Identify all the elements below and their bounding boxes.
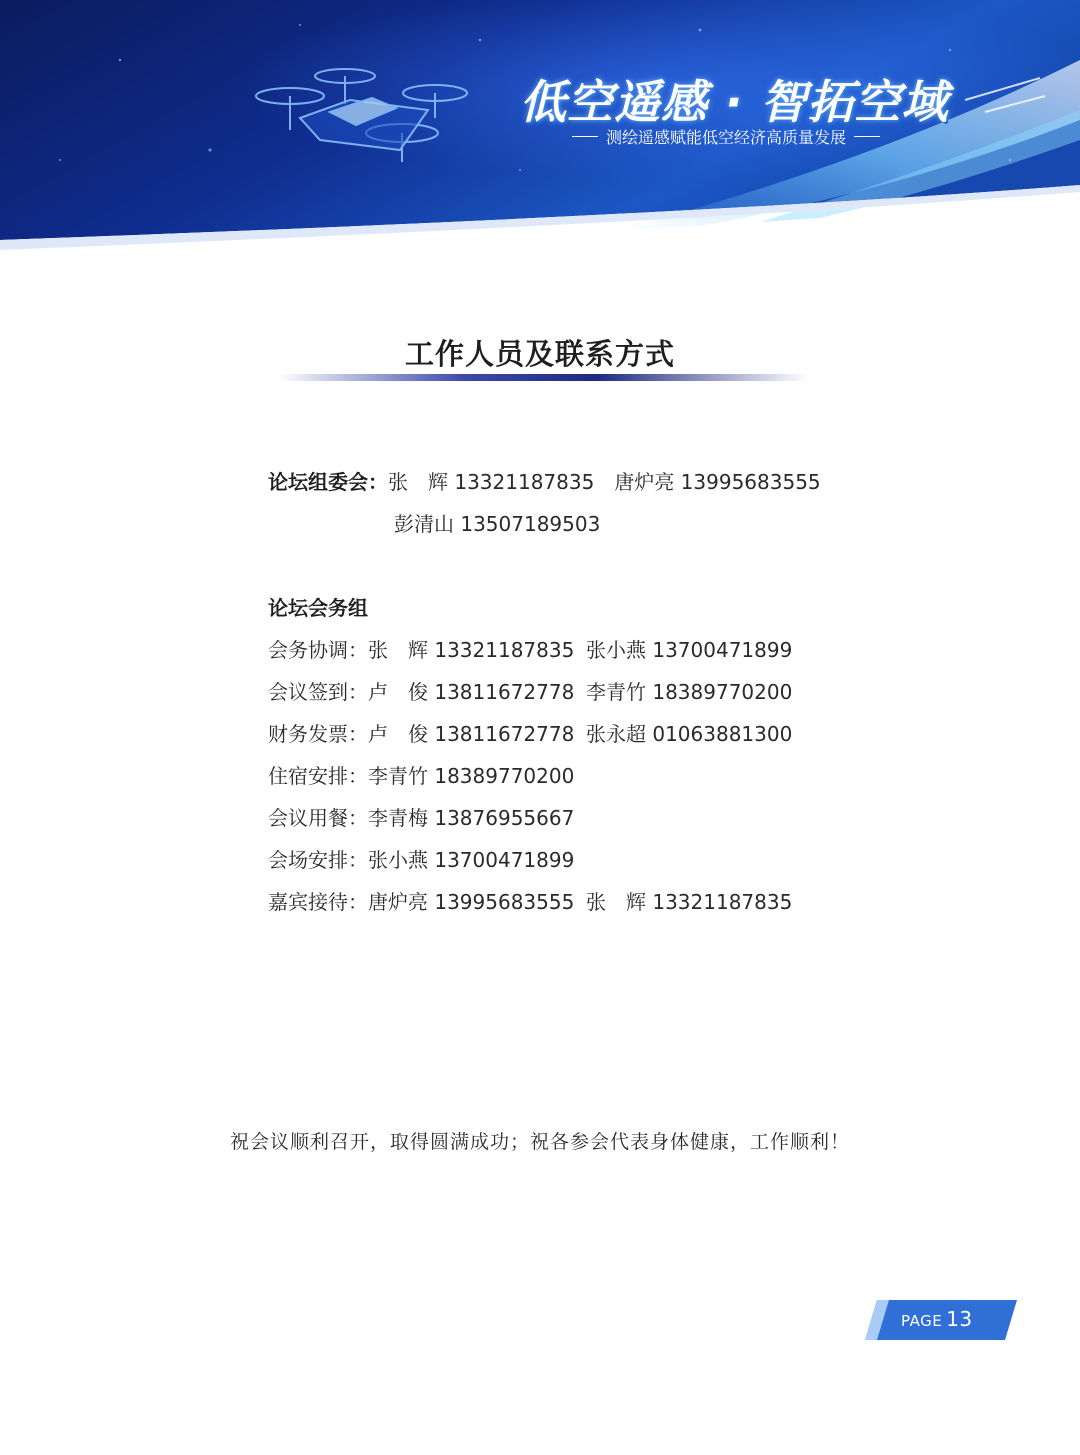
list-item-category: 会议用餐： xyxy=(268,806,368,830)
page-number-badge xyxy=(865,1300,1017,1340)
list-item xyxy=(268,718,792,747)
committee-contacts-1: 张 辉 13321187835 唐炉亮 13995683555 xyxy=(388,470,821,494)
page-title: 工作人员及联系方式 xyxy=(404,337,675,371)
dash-right xyxy=(854,136,880,137)
banner-title: 低空遥感 · 智拓空域 xyxy=(520,75,949,129)
contact-primary: 张小燕 13700471899 xyxy=(368,848,575,872)
list-item-category: 会务协调： xyxy=(268,638,368,662)
service-group-heading: 论坛会务组 xyxy=(268,596,368,620)
page-label-text: PAGE xyxy=(901,1312,943,1330)
list-item-category: 会场安排： xyxy=(268,848,368,872)
list-item xyxy=(268,676,792,705)
contact-secondary: 张永超 01063881300 xyxy=(586,722,793,746)
list-item xyxy=(268,760,586,789)
title-underline xyxy=(278,374,808,381)
page-label xyxy=(901,1307,973,1331)
list-item xyxy=(268,802,586,831)
dash-left xyxy=(572,136,598,137)
list-item-category: 住宿安排： xyxy=(268,764,368,788)
list-item-category: 财务发票： xyxy=(268,722,368,746)
contact-primary: 张 辉 13321187835 xyxy=(368,638,575,662)
closing-message: 祝会议顺利召开，取得圆满成功；祝各参会代表身体健康，工作顺利！ xyxy=(229,1131,850,1153)
list-item xyxy=(268,886,792,915)
header-banner xyxy=(0,0,1080,250)
contact-secondary: 张 辉 13321187835 xyxy=(586,890,793,914)
contact-primary: 李青竹 18389770200 xyxy=(368,764,575,788)
committee-label: 论坛组委会： xyxy=(268,470,388,494)
banner-subtitle-text: 测绘遥感赋能低空经济高质量发展 xyxy=(606,128,847,147)
contact-primary: 李青梅 13876955667 xyxy=(368,806,575,830)
committee-row xyxy=(268,466,821,495)
list-item xyxy=(268,634,792,663)
list-item-category: 嘉宾接待： xyxy=(268,890,368,914)
page-number: 13 xyxy=(946,1307,973,1331)
contact-secondary: 李青竹 18389770200 xyxy=(586,680,793,704)
contact-primary: 唐炉亮 13995683555 xyxy=(368,890,575,914)
list-item-category: 会议签到： xyxy=(268,680,368,704)
list-item xyxy=(268,844,586,873)
contact-primary: 卢 俊 13811672778 xyxy=(368,722,575,746)
contact-secondary: 张小燕 13700471899 xyxy=(586,638,793,662)
committee-contacts-2: 彭清山 13507189503 xyxy=(394,512,601,536)
banner-subtitle xyxy=(572,125,880,148)
contact-primary: 卢 俊 13811672778 xyxy=(368,680,575,704)
